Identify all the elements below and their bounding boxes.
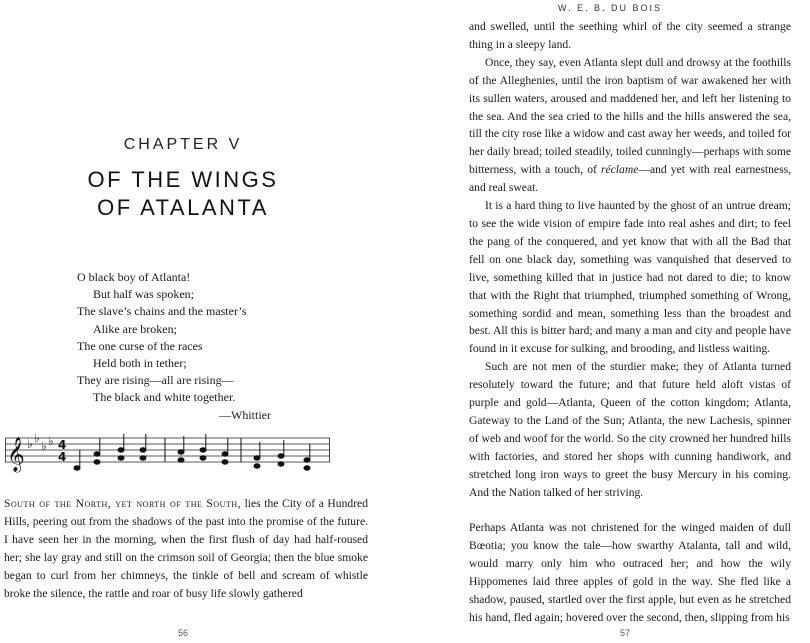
poem-line: The one curse of the races (77, 338, 203, 353)
paragraph: Perhaps Atlanta was not christened for the winged maiden of dull Bœotia; you know the tale—how swarthy Atalanta, tall and wild, would marry only him who outraced her; and how the wily Hippomenes laid three apples of gold in the way. She fled like a shadow, paused, startled over the first apple, but even as he stretched his hand, fled again; hovered over the second, then, slipping from his (469, 521, 791, 624)
poem-line: Alike are broken; (93, 321, 177, 336)
paragraph (469, 54, 791, 197)
paragraph-text: —and yet with real earnestness, and real sweat. (469, 163, 791, 195)
svg-text:♭: ♭ (41, 439, 47, 453)
chapter-title-line-1: OF THE WINGS (87, 167, 279, 192)
poem-line: The slave’s chains and the master’s (77, 304, 247, 319)
paragraph: Such are not men of the sturdier make; they of Atlanta turned resolutely toward the future; and that future held aloft vistas of purple and gold—Atlanta, Queen of the cotton kingdom; Atlanta, Gateway to the Land of the Sun; Atlanta, the new Lachesis, spinner of web and woof for the world. So the city crowned her hundred hills with factories, and stored her shops with cunning handiwork, and stretched long iron ways to greet the busy Mercury in his coming. And the Nation talked of her striving. (469, 360, 791, 499)
time-signature-bottom: 4 (58, 450, 67, 464)
music-notation (5, 428, 330, 478)
chapter-title-line-2: OF ATALANTA (97, 195, 269, 220)
smallcaps-opening: South of the North, yet north of the South, (4, 497, 241, 510)
page-number-left: 56 (178, 628, 189, 638)
poem-attribution: —Whittier (219, 407, 271, 422)
paragraph: and swelled, until the seething whirl of the city seemed a strange thing in a sleepy land. (469, 20, 791, 51)
svg-text:♭: ♭ (27, 437, 33, 451)
poem-line: The black and white together. (93, 390, 236, 405)
svg-text:♭: ♭ (34, 431, 40, 445)
poem-line: Held both in tether; (93, 356, 187, 371)
poem-line: They are rising—all are rising— (77, 373, 234, 388)
running-head: W. E. B. DU BOIS (557, 3, 662, 13)
svg-text:♭: ♭ (48, 434, 54, 448)
treble-clef-icon: 𝄞 (7, 437, 25, 472)
left-body-text (4, 495, 368, 602)
paragraph: It is a hard thing to live haunted by the ghost of an untrue dream; to see the wide vision of empire fade into real ashes and dirt; to feel the pang of the conquered, and yet know that with all the Bad that fell on one black day, something was vanquished that deserved to live, something killed that in justice had not dared to die; to know that with the Right that triumphed, triumphed something of Wrong, something sordid and mean, something less than the broadest and best. All this is bitter hard; and many a man and city and people have found in it excuse for sulking, and brooding, and listless waiting. (469, 199, 791, 356)
chapter-title (0, 166, 366, 222)
page-number-right: 57 (620, 628, 631, 638)
time-signature-top: 4 (58, 438, 67, 452)
opening-paragraph-text: lies the City of a Hundred Hills, peering out from the shadows of the past into the promise of the future. I have seen her in the morning, when the first flush of day had half-roused her; she lay gray and still on the crimson soil of Georgia; then the blue smoke began to curl from her chimneys, the tinkle of bell and scream of whistle broke the silence, the rattle and roar of busy life slowly gathered (4, 497, 368, 600)
poem-line: But half was spoken; (93, 287, 194, 302)
opening-paragraph (4, 495, 368, 602)
epigraph-poem (77, 269, 277, 424)
chapter-label: CHAPTER V (123, 136, 243, 153)
italic-word: réclame (601, 163, 639, 177)
right-body-text (469, 18, 791, 627)
music-notes (74, 434, 310, 470)
paragraph-text: Once, they say, even Atlanta slept dull and drowsy at the foothills of the Alleghenies, until the iron baptism of war awakened her with its sullen waters, aroused and maddened her, and left her listening to the sea. And the sea cried to the hills and the hills answered the sea, till the city rose like a widow and cast away her weeds, and toiled for her daily bread; toiled steadily, toiled cunningly—perhaps with some bitterness, with a touch, of (469, 55, 791, 177)
poem-line: O black boy of Atlanta! (77, 270, 191, 284)
